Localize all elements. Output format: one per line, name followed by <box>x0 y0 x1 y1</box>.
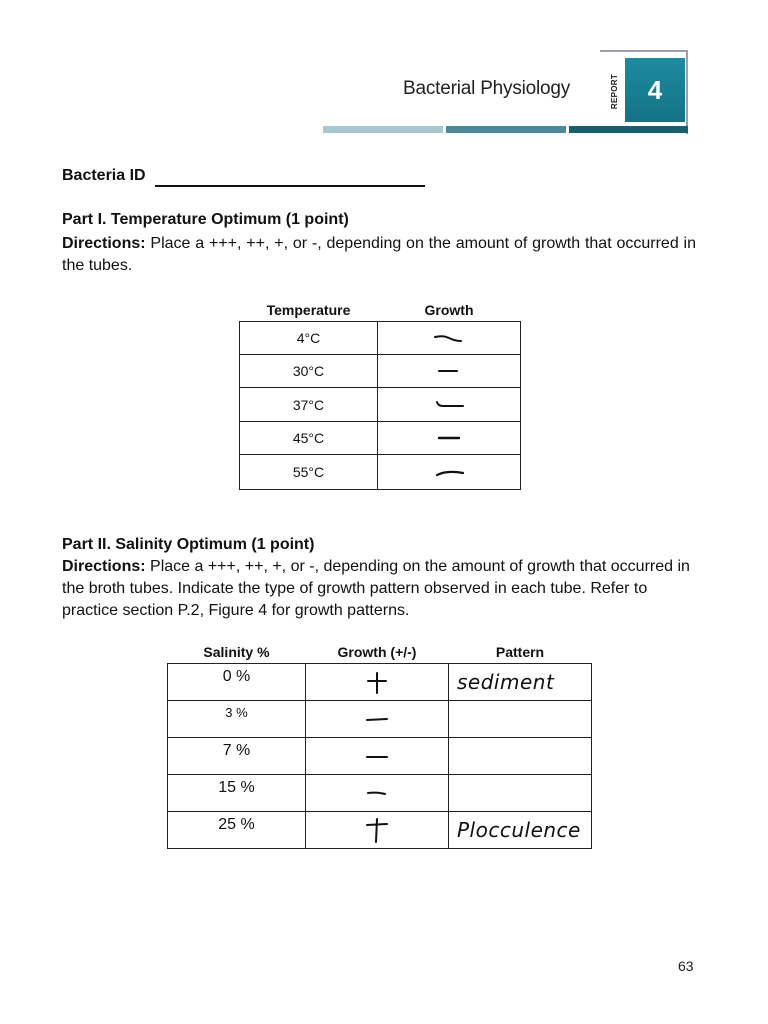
temperature-cell: 55°C <box>240 455 378 490</box>
table-row <box>168 775 592 812</box>
handwritten-minus-mark <box>429 395 469 415</box>
part2-directions-text: Place a +++, ++, +, or -, depending on the amount of growth that occurred in the broth tubes. Indicate the type of growth pattern observed in each tube. Refer to practice section P.2, Figure 4 for growth patterns. <box>62 558 690 619</box>
pattern-handwriting: sediment <box>457 670 555 694</box>
growth-cell[interactable] <box>306 701 449 738</box>
table-header-row <box>168 644 592 664</box>
salinity-cell: 7 % <box>168 738 306 775</box>
report-number-badge <box>625 58 685 122</box>
table-row <box>168 812 592 849</box>
handwritten-plus-mark <box>362 816 392 844</box>
report-label-text: REPORT <box>610 73 620 109</box>
salinity-cell: 25 % <box>168 812 306 849</box>
table-row <box>240 455 521 490</box>
growth-cell[interactable] <box>306 775 449 812</box>
report-number: 4 <box>647 74 663 105</box>
growth-cell[interactable] <box>378 322 521 355</box>
table-header-row <box>240 302 521 322</box>
salinity-cell: 15 % <box>168 775 306 812</box>
handwritten-minus-mark <box>429 328 469 348</box>
pattern-handwriting: Plocculence <box>457 818 581 842</box>
handwritten-plus-mark <box>362 669 392 695</box>
col-header-growth: Growth <box>424 302 474 318</box>
part1-title: Part I. Temperature Optimum (1 point) <box>62 211 349 228</box>
temperature-cell: 4°C <box>240 322 378 355</box>
part2-directions-label: Directions: <box>62 558 146 575</box>
part2-directions <box>62 556 696 622</box>
growth-cell[interactable] <box>306 664 449 701</box>
salinity-cell: 0 % <box>168 664 306 701</box>
bacteria-id-field[interactable] <box>155 185 425 187</box>
temperature-cell: 45°C <box>240 422 378 455</box>
growth-cell[interactable] <box>378 355 521 388</box>
salinity-table <box>167 644 592 849</box>
growth-cell[interactable] <box>306 812 449 849</box>
table-row <box>240 388 521 422</box>
pattern-cell[interactable] <box>449 701 592 738</box>
pattern-cell[interactable] <box>449 812 592 849</box>
temperature-table <box>239 302 521 490</box>
handwritten-minus-mark <box>429 462 469 482</box>
growth-cell[interactable] <box>378 422 521 455</box>
temperature-cell: 37°C <box>240 388 378 422</box>
header-title: Bacterial Physiology <box>403 78 571 99</box>
col-header-pattern: Pattern <box>495 644 545 660</box>
part1-directions <box>62 233 696 277</box>
bacteria-id-label: Bacteria ID <box>62 167 146 184</box>
table-row <box>240 422 521 455</box>
table-row <box>240 322 521 355</box>
report-label <box>606 60 624 122</box>
col-header-salinity: Salinity % <box>203 644 270 660</box>
header-bar-dark <box>569 126 688 133</box>
pattern-cell[interactable] <box>449 664 592 701</box>
handwritten-minus-mark <box>362 783 392 803</box>
part1-directions-label: Directions: <box>62 235 146 252</box>
part2-title: Part II. Salinity Optimum (1 point) <box>62 536 315 553</box>
growth-cell[interactable] <box>306 738 449 775</box>
table-row <box>168 701 592 738</box>
handwritten-minus-mark <box>362 709 392 729</box>
temperature-cell: 30°C <box>240 355 378 388</box>
header-bar-mid <box>446 126 566 133</box>
col-header-temperature: Temperature <box>266 302 351 318</box>
table-row <box>168 738 592 775</box>
pattern-cell[interactable] <box>449 738 592 775</box>
handwritten-minus-mark <box>429 361 469 381</box>
growth-cell[interactable] <box>378 455 521 490</box>
pattern-cell[interactable] <box>449 775 592 812</box>
header-bar-light <box>323 126 443 133</box>
part1-directions-text: Place a +++, ++, +, or -, depending on the amount of growth that occurred in the tubes. <box>62 235 696 274</box>
salinity-cell: 3 % <box>168 701 306 738</box>
table-row <box>240 355 521 388</box>
table-row <box>168 664 592 701</box>
handwritten-minus-mark <box>362 746 392 766</box>
growth-cell[interactable] <box>378 388 521 422</box>
handwritten-minus-mark <box>429 428 469 448</box>
page-number: 63 <box>678 958 694 974</box>
col-header-growth: Growth (+/-) <box>337 644 417 660</box>
